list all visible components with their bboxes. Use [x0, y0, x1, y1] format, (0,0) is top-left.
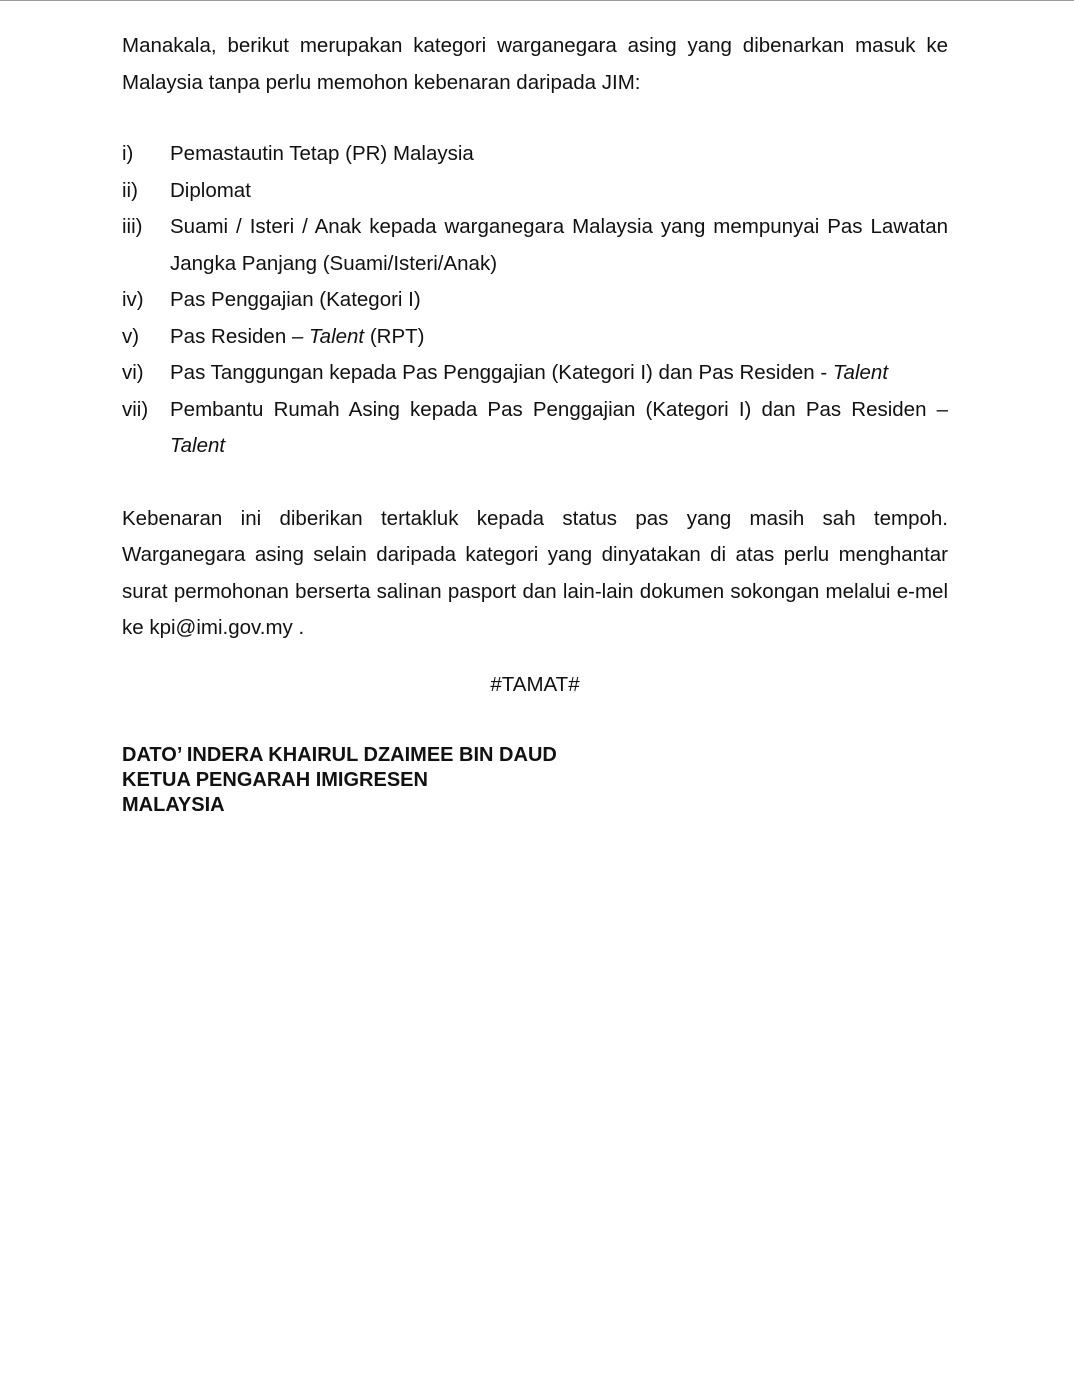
list-item-text: [170, 209, 948, 282]
list-marker: v): [122, 324, 140, 348]
item-text-part: Pembantu Rumah Asing kepada Pas Penggajian (Kategori I) dan Pas Residen –: [170, 397, 948, 421]
document-page: [122, 28, 948, 818]
item-text-part: Pas Tanggungan kepada Pas Penggajian (Kategori I) dan Pas Residen -: [170, 361, 833, 384]
intro-paragraph: Manakala, berikut merupakan kategori warganegara asing yang dibenarkan masuk ke Malaysia tanpa perlu memohon kebenaran daripada JIM:: [122, 34, 948, 94]
list-item-text: [170, 282, 948, 319]
list-item: [122, 209, 948, 282]
item-text-italic: Talent: [170, 434, 226, 457]
list-item-text: [170, 355, 948, 392]
item-text-part: Pas Penggajian (Kategori I): [170, 288, 421, 311]
list-marker: vii): [122, 397, 149, 421]
item-text-part: Pas Residen –: [170, 324, 310, 348]
list-item: [122, 282, 948, 319]
category-list: [122, 136, 948, 465]
list-marker: ii): [122, 178, 138, 202]
signatory-name: DATO’ INDERA KHAIRUL DZAIMEE BIN DAUD: [122, 743, 557, 766]
item-text-part: (RPT): [364, 324, 425, 348]
list-item-text: [170, 392, 948, 465]
list-item-text: [170, 319, 948, 356]
signatory-country: MALAYSIA: [122, 793, 225, 816]
list-item: [122, 173, 948, 210]
list-item-text: [170, 136, 948, 173]
signature-block: [122, 743, 948, 818]
top-border-line: [0, 0, 1074, 1]
signatory-title: KETUA PENGARAH IMIGRESEN: [122, 768, 428, 791]
closing-paragraph: Kebenaran ini diberikan tertakluk kepada status pas yang masih sah tempoh. Warganegara asing selain daripada kategori yang dinyatakan di atas perlu menghantar surat permohonan berserta salinan pasport dan lain-lain dokumen sokongan melalui e-mel ke kpi@imi.gov.my .: [122, 506, 948, 639]
list-marker: vi): [122, 361, 144, 384]
list-item: [122, 136, 948, 173]
list-item: [122, 392, 948, 465]
item-text-italic: Talent: [832, 361, 889, 384]
list-item: [122, 319, 948, 356]
item-text-part: Suami / Isteri / Anak kepada warganegara Malaysia yang mempunyai Pas Lawatan Jangka Panjang (Suami/Isteri/Anak): [170, 215, 948, 275]
item-text-italic: Talent: [309, 324, 365, 348]
item-text-part: Pemastautin Tetap (PR) Malaysia: [170, 142, 474, 165]
list-item: [122, 355, 948, 392]
list-marker: iii): [122, 215, 143, 238]
list-marker: iv): [122, 288, 144, 311]
item-text-part: Diplomat: [170, 178, 251, 202]
list-marker: i): [122, 142, 134, 165]
list-item-text: [170, 173, 948, 210]
end-mark: #TAMAT#: [490, 672, 580, 696]
